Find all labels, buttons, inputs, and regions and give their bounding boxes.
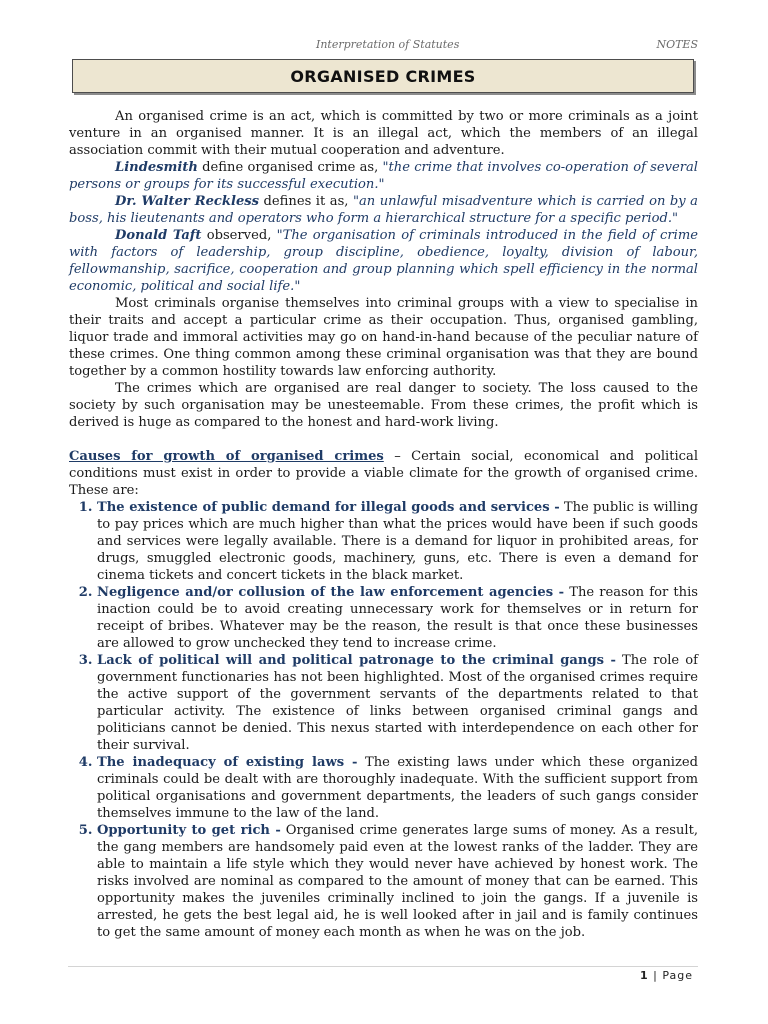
list-item — [97, 652, 698, 754]
causes-list — [69, 499, 698, 941]
spacer — [69, 431, 698, 448]
list-item — [97, 584, 698, 652]
definition-lindesmith — [69, 159, 698, 193]
title-box — [72, 59, 694, 93]
cause-heading: The existence of public demand for illegal goods and services - — [97, 500, 560, 515]
intro-paragraph: An organised crime is an act, which is committed by two or more criminals as a joint venture in an organised manner. It is an illegal act, which the members of an illegal association commit with their mutual cooperation and adventure. — [69, 109, 698, 158]
cause-heading: Opportunity to get rich - — [97, 823, 281, 838]
list-item — [97, 754, 698, 822]
list-item — [97, 499, 698, 584]
footer-divider — [68, 966, 698, 967]
definition-quote: "an unlawful misadventure which is carried on by a boss, his lieutenants and operators who form a hierarchical structure for a specific period." — [69, 194, 698, 226]
criminal-groups-paragraph: Most criminals organise themselves into criminal groups with a view to specialise in their traits and accept a particular crime as their occupation. Thus, organised gambling, liquor trade and immoral activities may go on hand-in-hand because of the peculiar nature of these crimes. One thing common among these criminal organisation was that they are bound together by a common hostility towards law enforcing authority. — [69, 296, 698, 379]
causes-intro — [69, 448, 698, 499]
author-name: Lindesmith — [115, 160, 198, 175]
definition-text: defines it as, — [259, 194, 353, 209]
causes-lead: – Certain social, economical and political conditions must exist in order to provide a viable climate for the growth of organised crime. These are: — [69, 449, 699, 498]
definition-quote: "The organisation of criminals introduced in the field of crime with factors of leadership, group discipline, obedience, loyalty, division of labour, fellowmanship, sacrifice, cooperation and group planning which spell efficiency in the normal economic, political and social life." — [69, 228, 698, 294]
header-notes: NOTES — [656, 38, 698, 51]
author-name: Dr. Walter Reckless — [115, 194, 260, 209]
causes-heading: Causes for growth of organised crimes — [69, 449, 384, 464]
header-subject: Interpretation of Statutes — [316, 38, 460, 51]
running-header — [68, 38, 698, 52]
danger-paragraph: The crimes which are organised are real danger to society. The loss caused to the society by such organisation may be unesteemable. From these crimes, the profit which is derived is huge as compared to the honest and hard-work living. — [69, 381, 698, 430]
list-item — [97, 822, 698, 941]
page-label: | Page — [653, 969, 693, 982]
page-footer — [640, 969, 693, 982]
definition-reckless — [69, 193, 698, 227]
definition-text: define organised crime as, — [197, 160, 383, 175]
author-name: Donald Taft — [115, 228, 202, 243]
cause-body: The public is willing to pay prices which are much higher than what the prices would have been if such goods and services were legally available. There is a demand for liquor in prohibited areas, for drugs, smuggled electronic goods, machinery, guns, etc. There is even a demand for cinema tickets and concert tickets in the black market. — [97, 500, 698, 583]
page-title: ORGANISED CRIMES — [290, 66, 476, 86]
page-number: 1 — [640, 969, 649, 982]
cause-body: The existing laws under which these organized criminals could be dealt with are thoroughly inadequate. With the sufficient support from political organisations and government departments, the leaders of such gangs consider themselves immune to the law of the land. — [97, 755, 698, 821]
definition-taft — [69, 227, 698, 295]
cause-heading: Negligence and/or collusion of the law enforcement agencies - — [97, 585, 565, 600]
cause-body: The role of government functionaries has not been highlighted. Most of the organised crimes require the active support of the government servants of the departments related to that particular activity. The existence of links between organised criminal gangs and politicians cannot be denied. This nexus started with interdependence on each other for their survival. — [97, 653, 698, 753]
cause-heading: Lack of political will and political patronage to the criminal gangs - — [97, 653, 616, 668]
cause-body: The reason for this inaction could be to avoid creating unnecessary work for themselves or in return for receipt of bribes. Whatever may be the reason, the result is that once these businesses are allowed to grow unchecked they tend to increase crime. — [97, 585, 698, 651]
definition-quote: "the crime that involves co-operation of several persons or groups for its successful execution." — [69, 160, 698, 192]
cause-body: Organised crime generates large sums of money. As a result, the gang members are handsomely paid even at the lowest ranks of the ladder. They are able to maintain a life style which they would never have achieved by honest work. The risks involved are nominal as compared to the amount of money that can be earned. This opportunity makes the juveniles criminally inclined to join the gangs. If a juvenile is arrested, he gets the best legal aid, he is well looked after in jail and is family continues to get the same amount of money each month as when he was on the job. — [97, 823, 698, 940]
definition-text: observed, — [201, 228, 277, 243]
cause-heading: The inadequacy of existing laws - — [97, 755, 358, 770]
document-body — [69, 108, 698, 941]
